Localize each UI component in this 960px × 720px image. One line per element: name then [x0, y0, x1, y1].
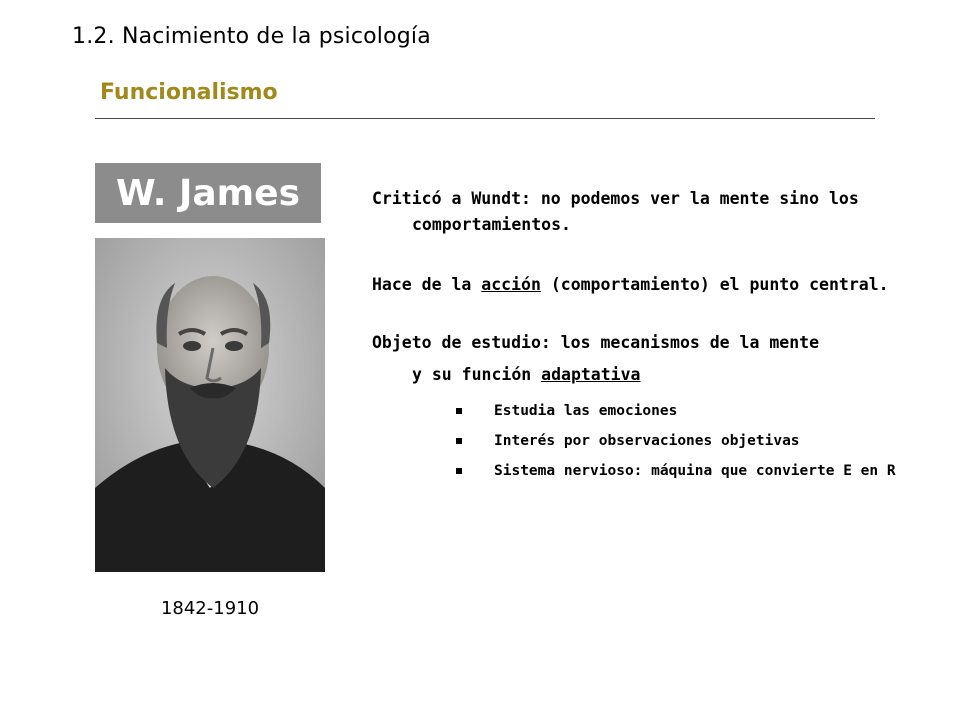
bullet-square-icon	[456, 468, 462, 474]
list-item	[372, 400, 932, 422]
point-object-text: y su función	[412, 365, 542, 384]
life-years: 1842-1910	[160, 598, 260, 619]
list-item-text: Estudia las emociones	[494, 403, 678, 419]
underlined-action: acción	[481, 275, 541, 294]
point-object-line1: Objeto de estudio: los mecanismos de la mente	[372, 333, 820, 352]
section-title: 1.2. Nacimiento de la psicología	[72, 24, 431, 49]
list-item-text: Sistema nervioso: máquina que convierte E en R	[494, 463, 896, 479]
person-name: W. James	[115, 172, 301, 214]
point-critique: Criticó a Wundt: no podemos ver la mente sino los comportamientos.	[372, 189, 859, 234]
point-action-text-2: (comportamiento) el punto central.	[540, 275, 889, 294]
point-object-line2	[372, 358, 932, 392]
list-item-text: Interés por observaciones objetivas	[494, 433, 800, 449]
slide-content	[372, 186, 932, 490]
point-action	[372, 272, 932, 298]
list-item	[372, 430, 932, 452]
point-action-text-1: Hace de la	[372, 275, 482, 294]
list-item	[372, 460, 932, 482]
slide-subtitle: Funcionalismo	[100, 80, 278, 105]
sub-bullet-list	[372, 400, 932, 482]
bullet-square-icon	[456, 408, 462, 414]
portrait-photo	[95, 238, 325, 572]
underlined-adaptive: adaptativa	[541, 365, 641, 384]
name-banner	[95, 163, 321, 223]
divider-line	[95, 118, 875, 119]
bullet-square-icon	[456, 438, 462, 444]
